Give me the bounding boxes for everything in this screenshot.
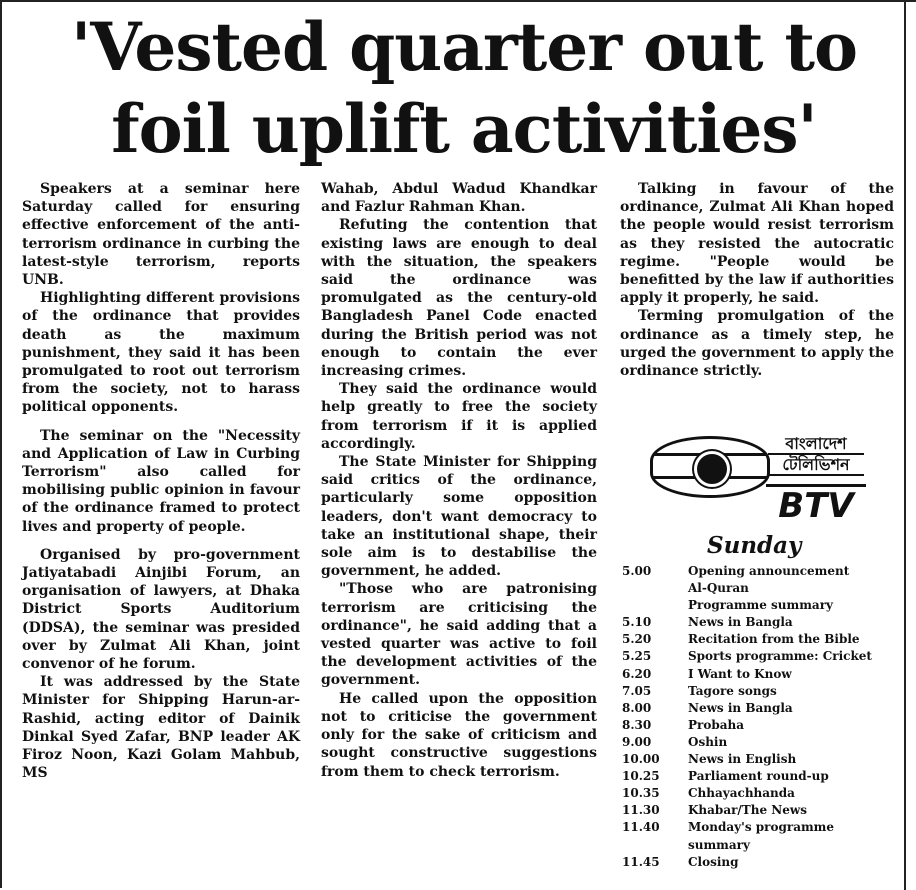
schedule-row <box>622 683 894 700</box>
schedule-time: 6.20 <box>622 666 652 681</box>
schedule-row <box>622 563 894 580</box>
schedule-time: 8.00 <box>622 700 652 715</box>
bengali-line-1: বাংলাদেশ <box>768 434 864 455</box>
schedule-program: News in Bangla <box>688 700 793 715</box>
schedule-row <box>622 580 894 597</box>
schedule-time: 11.45 <box>622 854 660 869</box>
schedule-row <box>622 717 894 734</box>
schedule-time: 5.20 <box>622 632 652 647</box>
schedule-time <box>622 597 688 614</box>
schedule-row <box>622 614 894 631</box>
bengali-wordmark <box>768 434 864 476</box>
btv-wordmark: BTV <box>766 484 866 525</box>
paragraph: The State Minister for Shipping said critics of the ordinance, particularly some opposition leaders, don't want democracy to take an institutional shape, their sole aim is to destabilise the government, he added. <box>321 454 597 580</box>
schedule-program: Opening announcement <box>688 564 850 578</box>
schedule-program: Oshin <box>688 734 728 749</box>
schedule-program: Al-Quran <box>688 581 749 596</box>
schedule-program: Sports programme: Cricket <box>688 649 872 664</box>
paragraph: Highlighting different provisions of the ordinance that provides death as the maximum punishment, they said it has been promulgated to root out terrorism from the society, not to harass political opponents. <box>22 290 300 416</box>
tv-dot-icon <box>694 451 730 487</box>
schedule-time: 5.00 <box>622 564 652 578</box>
article-column-3 <box>620 180 894 380</box>
schedule-row <box>622 597 894 614</box>
schedule-row <box>622 648 894 665</box>
schedule-time: 10.35 <box>622 786 660 801</box>
paragraph: Refuting the contention that existing laws are enough to deal with the situation, the speakers said the ordinance was promulgated as the century-old Bangladesh Panel Code enacted during the British period was not enough to contain the ever increasing crimes. <box>321 217 597 380</box>
headline <box>24 6 904 170</box>
article-column-2 <box>321 180 597 781</box>
paragraph: Talking in favour of the ordinance, Zulmat Ali Khan hoped the people would resist terrorism as they resisted the autocratic regime. "People would be benefitted by the law if authorities apply it properly, he said. <box>620 181 894 307</box>
schedule-program: Recitation from the Bible <box>688 632 860 647</box>
paragraph: "Those who are patronising terrorism are criticising the ordinance", he said adding that a vested quarter was active to foil the development activities of the government. <box>321 581 597 689</box>
schedule-time: 7.05 <box>622 683 652 698</box>
schedule-program: Chhayachhanda <box>688 786 795 801</box>
headline-line-2: foil uplift activities' <box>111 90 817 168</box>
schedule-day: Sunday <box>707 532 802 559</box>
schedule-row <box>622 854 894 871</box>
schedule-program: Probaha <box>688 717 745 732</box>
schedule-program: Parliament round-up <box>688 769 829 784</box>
schedule-row <box>622 734 894 751</box>
schedule-row <box>622 768 894 785</box>
schedule-program: Tagore songs <box>688 683 777 698</box>
article-column-1 <box>22 180 300 783</box>
schedule-time: 10.00 <box>622 752 660 767</box>
btv-logo <box>648 434 868 526</box>
paragraph: Organised by pro-government Jatiyatabadi Ainjibi Forum, an organisation of lawyers, at Dhaka District Sports Auditorium (DDSA), the seminar was presided over by Zulmat Ali Khan, joint convenor of he forum. <box>22 546 300 673</box>
schedule-row <box>622 631 894 648</box>
schedule-row <box>622 700 894 717</box>
paragraph: He called upon the opposition not to criticise the government only for the sake of criticism and sought constructive suggestions from them to check terrorism. <box>321 690 597 780</box>
schedule-time: 5.25 <box>622 649 652 664</box>
bengali-line-2: টেলিভিশন <box>768 455 864 476</box>
schedule-row <box>622 785 894 802</box>
schedule-time: 8.30 <box>622 717 652 732</box>
tv-schedule <box>622 563 894 871</box>
paragraph: The seminar on the "Necessity and Application of Law in Curbing Terrorism" also called for mobilising public opinion in favour of the ordinance framed to protect lives and property of people. <box>22 427 300 535</box>
headline-line-1: 'Vested quarter out to <box>71 8 857 86</box>
schedule-program: News in Bangla <box>688 615 793 630</box>
schedule-time: 10.25 <box>622 769 660 784</box>
schedule-row <box>622 666 894 683</box>
paragraph: Speakers at a seminar here Saturday called for ensuring effective enforcement of the anti-terrorism ordinance in curbing the latest-style terrorism, reports UNB. <box>22 181 300 289</box>
schedule-program: News in English <box>688 752 797 767</box>
schedule-program: Monday's programme summary <box>688 820 834 852</box>
schedule-program: Khabar/The News <box>688 803 807 818</box>
paragraph: It was addressed by the State Minister for Shipping Harun-ar-Rashid, acting editor of Dainik Dinkal Syed Zafar, BNP leader AK Firoz Noon, Kazi Golam Mahbub, MS <box>22 674 300 782</box>
schedule-time: 5.10 <box>622 615 652 630</box>
schedule-program: I Want to Know <box>688 666 792 681</box>
schedule-row <box>622 751 894 768</box>
column-divider-right <box>904 2 906 890</box>
schedule-time: 11.30 <box>622 803 660 818</box>
paragraph: They said the ordinance would help greatly to free the society from terrorism if it is applied accordingly. <box>321 381 597 452</box>
schedule-program: Programme summary <box>688 598 833 613</box>
schedule-time <box>622 580 688 597</box>
paragraph: Terming promulgation of the ordinance as a timely step, he urged the government to apply the ordinance strictly. <box>620 308 894 380</box>
schedule-time: 11.40 <box>622 820 660 835</box>
schedule-program: Closing <box>688 854 739 869</box>
schedule-row <box>622 819 894 853</box>
schedule-time: 9.00 <box>622 734 652 749</box>
schedule-row <box>622 802 894 819</box>
paragraph: Wahab, Abdul Wadud Khandkar and Fazlur Rahman Khan. <box>321 181 597 216</box>
tv-emblem-icon <box>650 436 770 498</box>
